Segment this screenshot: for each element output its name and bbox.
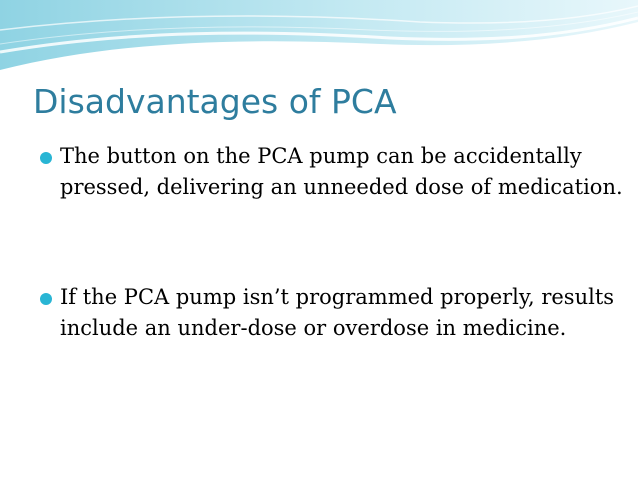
bullet-dot-icon bbox=[40, 293, 52, 305]
bullet-list bbox=[38, 141, 623, 344]
bullet-item bbox=[38, 141, 623, 203]
bullet-text: If the PCA pump isn’t programmed properly, results include an under-dose or overdose in medicine. bbox=[60, 285, 615, 340]
header-wave-decoration bbox=[0, 0, 638, 80]
bullet-item bbox=[38, 282, 623, 344]
bullet-dot-icon bbox=[40, 152, 52, 164]
slide-title: Disadvantages of PCA bbox=[33, 82, 397, 121]
bullet-text: The button on the PCA pump can be accidentally pressed, delivering an unneeded dose of medication. bbox=[60, 144, 623, 199]
